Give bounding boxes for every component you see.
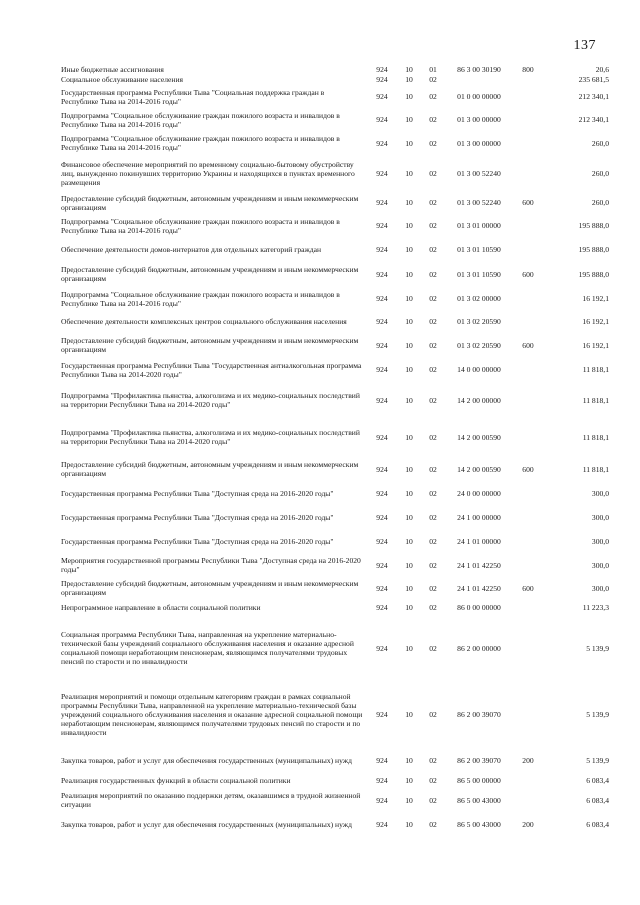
- row-subsection-code: 02: [429, 221, 437, 230]
- row-subsection-code: 02: [429, 244, 437, 254]
- row-section-code: 10: [405, 244, 413, 254]
- row-subsection-code: 02: [429, 795, 437, 805]
- row-subsection-code: 02: [429, 340, 437, 350]
- row-target-article-code: 01 0 00 00000: [457, 92, 501, 101]
- row-expense-type-code: [513, 85, 543, 108]
- row-section-code: 10: [405, 198, 413, 207]
- table-row: [61, 214, 609, 237]
- row-description: Реализация мероприятий по оказанию поддержки детям, оказавшимся в трудной жизненной ситуации: [61, 791, 361, 809]
- row-section-code: 10: [405, 709, 413, 719]
- row-ministry-code: 924: [376, 755, 388, 765]
- row-ministry-code: 924: [376, 92, 388, 101]
- table-row: [61, 333, 609, 357]
- row-description: Предоставление субсидий бюджетным, автономным учреждениям и иным некоммерческим организациям: [61, 460, 359, 478]
- row-description: Подпрограмма "Профилактика пьянства, алкоголизма и их медико-социальных последствий на территории Республики Тыва на 2014-2020 годы": [61, 391, 360, 409]
- table-row: [61, 505, 609, 529]
- row-subsection-code: 02: [429, 560, 437, 570]
- row-expense-type-code: [513, 505, 543, 529]
- row-target-article-code: 01 3 01 00000: [457, 221, 501, 230]
- row-target-article-code: 86 5 00 43000: [457, 819, 501, 829]
- row-ministry-code: 924: [376, 64, 388, 74]
- page-number: 137: [573, 38, 596, 53]
- row-description: Государственная программа Республики Тыва "Социальная поддержка граждан в Республике Тыва на 2014-2016 годы": [61, 87, 325, 106]
- row-amount: 6 083,4: [586, 776, 609, 785]
- row-amount: 11 818,1: [582, 464, 609, 474]
- row-amount: 5 139,9: [586, 709, 609, 719]
- table-row: [61, 85, 609, 108]
- row-section-code: 10: [405, 776, 413, 785]
- row-expense-type-code: 200: [522, 819, 534, 829]
- row-amount: 11 223,3: [582, 602, 609, 612]
- row-description: Обеспечение деятельности комплексных центров социального обслуживания населения: [61, 317, 347, 326]
- row-description: Подпрограмма "Социальное обслуживание граждан пожилого возраста и инвалидов в Республике Тыва на 2014-2016 годы": [61, 289, 340, 308]
- row-amount: 235 681,5: [578, 75, 609, 84]
- row-ministry-code: 924: [376, 138, 388, 148]
- row-subsection-code: 02: [429, 395, 437, 405]
- row-ministry-code: 924: [376, 198, 388, 207]
- table-row: [61, 191, 609, 214]
- row-description: Мероприятия государственной программы Республики Тыва "Доступная среда на 2016-2020 годы": [61, 556, 361, 574]
- row-target-article-code: 86 2 00 00000: [457, 643, 501, 653]
- row-ministry-code: 924: [376, 602, 388, 612]
- row-section-code: 10: [405, 560, 413, 570]
- row-target-article-code: 86 3 00 30190: [457, 64, 501, 74]
- table-row: [61, 287, 609, 310]
- row-target-article-code: 01 3 01 10590: [457, 269, 501, 279]
- row-target-article-code: 14 0 00 00000: [457, 365, 501, 374]
- row-target-article-code: 01 3 00 00000: [457, 115, 501, 124]
- row-subsection-code: 02: [429, 75, 437, 84]
- row-subsection-code: 02: [429, 643, 437, 653]
- table-row: [61, 773, 609, 788]
- row-ministry-code: 924: [376, 317, 388, 326]
- row-section-code: 10: [405, 221, 413, 230]
- row-target-article-code: 01 3 00 52240: [457, 168, 501, 178]
- row-amount: 260,0: [591, 198, 609, 207]
- table-row: [61, 529, 609, 553]
- row-expense-type-code: [513, 131, 543, 155]
- table-row: [61, 681, 609, 747]
- row-expense-type-code: [513, 74, 543, 85]
- row-expense-type-code: 600: [522, 340, 534, 350]
- table-row: [61, 64, 609, 74]
- table-row: [61, 237, 609, 261]
- row-expense-type-code: [513, 482, 543, 505]
- row-description: Иные бюджетные ассигнования: [61, 64, 164, 74]
- row-subsection-code: 02: [429, 776, 437, 785]
- row-section-code: 10: [405, 795, 413, 805]
- row-target-article-code: 86 2 00 39070: [457, 755, 501, 765]
- row-expense-type-code: [513, 214, 543, 237]
- row-description: Предоставление субсидий бюджетным, автономным учреждениям и иным некоммерческим организациям: [61, 579, 359, 597]
- row-description: Государственная программа Республики Тыва "Доступная среда на 2016-2020 годы": [61, 489, 334, 498]
- table-row: [61, 599, 609, 615]
- row-expense-type-code: [513, 553, 543, 577]
- row-amount: 212 340,1: [578, 92, 609, 101]
- row-expense-type-code: [513, 382, 543, 418]
- row-ministry-code: 924: [376, 365, 388, 374]
- row-target-article-code: 14 2 00 00590: [457, 432, 501, 442]
- row-subsection-code: 02: [429, 536, 437, 546]
- row-subsection-code: 02: [429, 819, 437, 829]
- table-row: [61, 747, 609, 773]
- row-description: Реализация мероприятий и помощи отдельным категориям граждан в рамках социальной программы Республики Тыва, направленной на укрепление материально-технической базы учреждений социального обслуживания населения и оказание адресной социальной помощи неработающим пенсионерам, являющимся получателями трудовых пенсий по старости и по инвалидности: [61, 691, 363, 737]
- row-expense-type-code: [513, 310, 543, 333]
- row-expense-type-code: [513, 155, 543, 191]
- row-subsection-code: 01: [429, 64, 437, 74]
- row-subsection-code: 02: [429, 755, 437, 765]
- row-ministry-code: 924: [376, 795, 388, 805]
- row-expense-type-code: [513, 237, 543, 261]
- row-section-code: 10: [405, 168, 413, 178]
- row-ministry-code: 924: [376, 115, 388, 124]
- row-section-code: 10: [405, 755, 413, 765]
- row-section-code: 10: [405, 269, 413, 279]
- row-subsection-code: 02: [429, 709, 437, 719]
- row-amount: 195 888,0: [578, 269, 609, 279]
- row-expense-type-code: 600: [522, 464, 534, 474]
- row-description: Финансовое обеспечение мероприятий по временному социально-бытовому обустройству лиц, вынужденно покинувших территорию Украины и находящихся в пунктах временного размещения: [61, 159, 355, 187]
- row-expense-type-code: 600: [522, 269, 534, 279]
- row-expense-type-code: [513, 599, 543, 615]
- row-description: Государственная программа Республики Тыва "Доступная среда на 2016-2020 годы": [61, 536, 334, 546]
- row-ministry-code: 924: [376, 269, 388, 279]
- row-subsection-code: 02: [429, 432, 437, 442]
- row-ministry-code: 924: [376, 340, 388, 350]
- row-expense-type-code: [513, 287, 543, 310]
- row-amount: 300,0: [591, 536, 609, 546]
- table-row: [61, 108, 609, 131]
- row-description: Социальная программа Республики Тыва, направленная на укрепление материально-технической базы учреждений социального обслуживания населения и оказание адресной социальной помощи неработающим пенсионерам, являющимся получателями трудовых пенсий по старости и по инвалидности: [61, 630, 354, 666]
- row-ministry-code: 924: [376, 536, 388, 546]
- row-expense-type-code: [513, 418, 543, 456]
- row-section-code: 10: [405, 365, 413, 374]
- row-section-code: 10: [405, 64, 413, 74]
- row-amount: 300,0: [591, 512, 609, 522]
- table-row: [61, 812, 609, 836]
- row-ministry-code: 924: [376, 489, 388, 498]
- table-row: [61, 418, 609, 456]
- row-subsection-code: 02: [429, 464, 437, 474]
- row-description: Закупка товаров, работ и услуг для обеспечения государственных (муниципальных) нужд: [61, 819, 352, 829]
- row-ministry-code: 924: [376, 583, 388, 593]
- row-subsection-code: 02: [429, 198, 437, 207]
- row-ministry-code: 924: [376, 432, 388, 442]
- row-amount: 16 192,1: [582, 294, 609, 303]
- table-row: [61, 482, 609, 505]
- row-amount: 11 818,1: [582, 365, 609, 374]
- row-section-code: 10: [405, 340, 413, 350]
- row-expense-type-code: 600: [522, 198, 534, 207]
- row-subsection-code: 02: [429, 269, 437, 279]
- row-amount: 300,0: [591, 560, 609, 570]
- table-row: [61, 155, 609, 191]
- row-target-article-code: 24 0 00 00000: [457, 489, 501, 498]
- row-section-code: 10: [405, 819, 413, 829]
- row-description: Подпрограмма "Профилактика пьянства, алкоголизма и их медико-социальных последствий на территории Республики Тыва на 2014-2020 годы": [61, 428, 360, 446]
- row-ministry-code: 924: [376, 776, 388, 785]
- row-section-code: 10: [405, 512, 413, 522]
- row-subsection-code: 02: [429, 583, 437, 593]
- row-target-article-code: [445, 74, 513, 85]
- table-row: [61, 456, 609, 482]
- row-target-article-code: 86 5 00 43000: [457, 795, 501, 805]
- table-row: [61, 74, 609, 85]
- row-section-code: 10: [405, 464, 413, 474]
- row-description: Социальное обслуживание населения: [61, 75, 184, 84]
- table-row: [61, 131, 609, 155]
- row-description: Закупка товаров, работ и услуг для обеспечения государственных (муниципальных) нужд: [61, 755, 352, 765]
- row-target-article-code: 24 1 01 00000: [457, 536, 501, 546]
- row-section-code: 10: [405, 432, 413, 442]
- row-expense-type-code: [513, 788, 543, 812]
- row-ministry-code: 924: [376, 75, 388, 84]
- row-amount: 6 083,4: [586, 795, 609, 805]
- row-ministry-code: 924: [376, 244, 388, 254]
- row-section-code: 10: [405, 643, 413, 653]
- row-section-code: 10: [405, 395, 413, 405]
- row-target-article-code: 86 5 00 00000: [457, 776, 501, 785]
- row-section-code: 10: [405, 75, 413, 84]
- row-target-article-code: 14 2 00 00000: [457, 395, 501, 405]
- table-row: [61, 310, 609, 333]
- table-row: [61, 577, 609, 599]
- row-amount: 300,0: [591, 489, 609, 498]
- row-section-code: 10: [405, 583, 413, 593]
- row-ministry-code: 924: [376, 643, 388, 653]
- row-amount: 11 818,1: [582, 395, 609, 405]
- row-target-article-code: 86 0 00 00000: [457, 602, 501, 612]
- row-description: Предоставление субсидий бюджетным, автономным учреждениям и иным некоммерческим организациям: [61, 193, 359, 212]
- table-row: [61, 382, 609, 418]
- row-target-article-code: 24 1 01 42250: [457, 560, 501, 570]
- budget-table-body: [61, 64, 609, 836]
- row-subsection-code: 02: [429, 602, 437, 612]
- row-target-article-code: 24 1 00 00000: [457, 512, 501, 522]
- row-target-article-code: 01 3 01 10590: [457, 244, 501, 254]
- row-description: Подпрограмма "Социальное обслуживание граждан пожилого возраста и инвалидов в Республике Тыва на 2014-2016 годы": [61, 216, 340, 235]
- row-ministry-code: 924: [376, 512, 388, 522]
- row-amount: 260,0: [591, 168, 609, 178]
- row-ministry-code: 924: [376, 709, 388, 719]
- row-amount: 5 139,9: [586, 643, 609, 653]
- row-amount: 11 818,1: [582, 432, 609, 442]
- row-subsection-code: 02: [429, 489, 437, 498]
- row-subsection-code: 02: [429, 317, 437, 326]
- row-expense-type-code: [513, 773, 543, 788]
- row-target-article-code: 86 2 00 39070: [457, 709, 501, 719]
- table-row: [61, 788, 609, 812]
- row-expense-type-code: [513, 108, 543, 131]
- row-target-article-code: 01 3 00 00000: [457, 138, 501, 148]
- row-description: Предоставление субсидий бюджетным, автономным учреждениям и иным некоммерческим организациям: [61, 265, 359, 283]
- row-description: Подпрограмма "Социальное обслуживание граждан пожилого возраста и инвалидов в Республике Тыва на 2014-2016 годы": [61, 110, 340, 129]
- row-description: Предоставление субсидий бюджетным, автономным учреждениям и иным некоммерческим организациям: [61, 336, 359, 354]
- row-ministry-code: 924: [376, 560, 388, 570]
- row-target-article-code: 01 3 02 00000: [457, 294, 501, 303]
- row-section-code: 10: [405, 536, 413, 546]
- row-subsection-code: 02: [429, 365, 437, 374]
- row-ministry-code: 924: [376, 294, 388, 303]
- row-subsection-code: 02: [429, 115, 437, 124]
- row-description: Государственная программа Республики Тыва "Государственная антиалкогольная программа Республики Тыва на 2014-2020 годы": [61, 360, 362, 379]
- row-subsection-code: 02: [429, 92, 437, 101]
- row-section-code: 10: [405, 115, 413, 124]
- row-amount: 260,0: [591, 138, 609, 148]
- row-amount: 20,6: [595, 64, 609, 74]
- table-row: [61, 261, 609, 287]
- row-section-code: 10: [405, 294, 413, 303]
- row-description: Реализация государственных функций в области социальной политики: [61, 776, 291, 785]
- row-target-article-code: 01 3 02 20590: [457, 317, 501, 326]
- row-ministry-code: 924: [376, 168, 388, 178]
- row-subsection-code: 02: [429, 294, 437, 303]
- row-section-code: 10: [405, 317, 413, 326]
- row-amount: 195 888,0: [578, 221, 609, 230]
- row-section-code: 10: [405, 602, 413, 612]
- row-target-article-code: 01 3 00 52240: [457, 198, 501, 207]
- row-amount: 6 083,4: [586, 819, 609, 829]
- row-section-code: 10: [405, 92, 413, 101]
- row-target-article-code: 14 2 00 00590: [457, 464, 501, 474]
- row-description: Обеспечение деятельности домов-интернатов для отдельных категорий граждан: [61, 244, 322, 254]
- row-expense-type-code: 800: [522, 64, 534, 74]
- row-expense-type-code: [513, 681, 543, 747]
- row-ministry-code: 924: [376, 395, 388, 405]
- row-target-article-code: 01 3 02 20590: [457, 340, 501, 350]
- row-ministry-code: 924: [376, 819, 388, 829]
- row-target-article-code: 24 1 01 42250: [457, 583, 501, 593]
- row-subsection-code: 02: [429, 168, 437, 178]
- row-amount: 16 192,1: [582, 317, 609, 326]
- row-description: Подпрограмма "Социальное обслуживание граждан пожилого возраста и инвалидов в Республике Тыва на 2014-2016 годы": [61, 134, 340, 152]
- row-section-code: 10: [405, 489, 413, 498]
- table-row: [61, 615, 609, 681]
- row-expense-type-code: 200: [522, 755, 534, 765]
- row-description: Государственная программа Республики Тыва "Доступная среда на 2016-2020 годы": [61, 512, 334, 522]
- row-expense-type-code: [513, 529, 543, 553]
- row-amount: 300,0: [591, 583, 609, 593]
- row-expense-type-code: [513, 615, 543, 681]
- row-subsection-code: 02: [429, 512, 437, 522]
- table-row: [61, 553, 609, 577]
- row-amount: 212 340,1: [578, 115, 609, 124]
- budget-table: [61, 64, 609, 836]
- row-amount: 195 888,0: [578, 244, 609, 254]
- table-row: [61, 357, 609, 382]
- row-amount: 5 139,9: [586, 755, 609, 765]
- row-section-code: 10: [405, 138, 413, 148]
- row-expense-type-code: 600: [522, 583, 534, 593]
- row-expense-type-code: [513, 357, 543, 382]
- row-subsection-code: 02: [429, 138, 437, 148]
- row-description: Непрограммное направление в области социальной политики: [61, 602, 261, 612]
- row-ministry-code: 924: [376, 464, 388, 474]
- row-amount: 16 192,1: [582, 340, 609, 350]
- row-ministry-code: 924: [376, 221, 388, 230]
